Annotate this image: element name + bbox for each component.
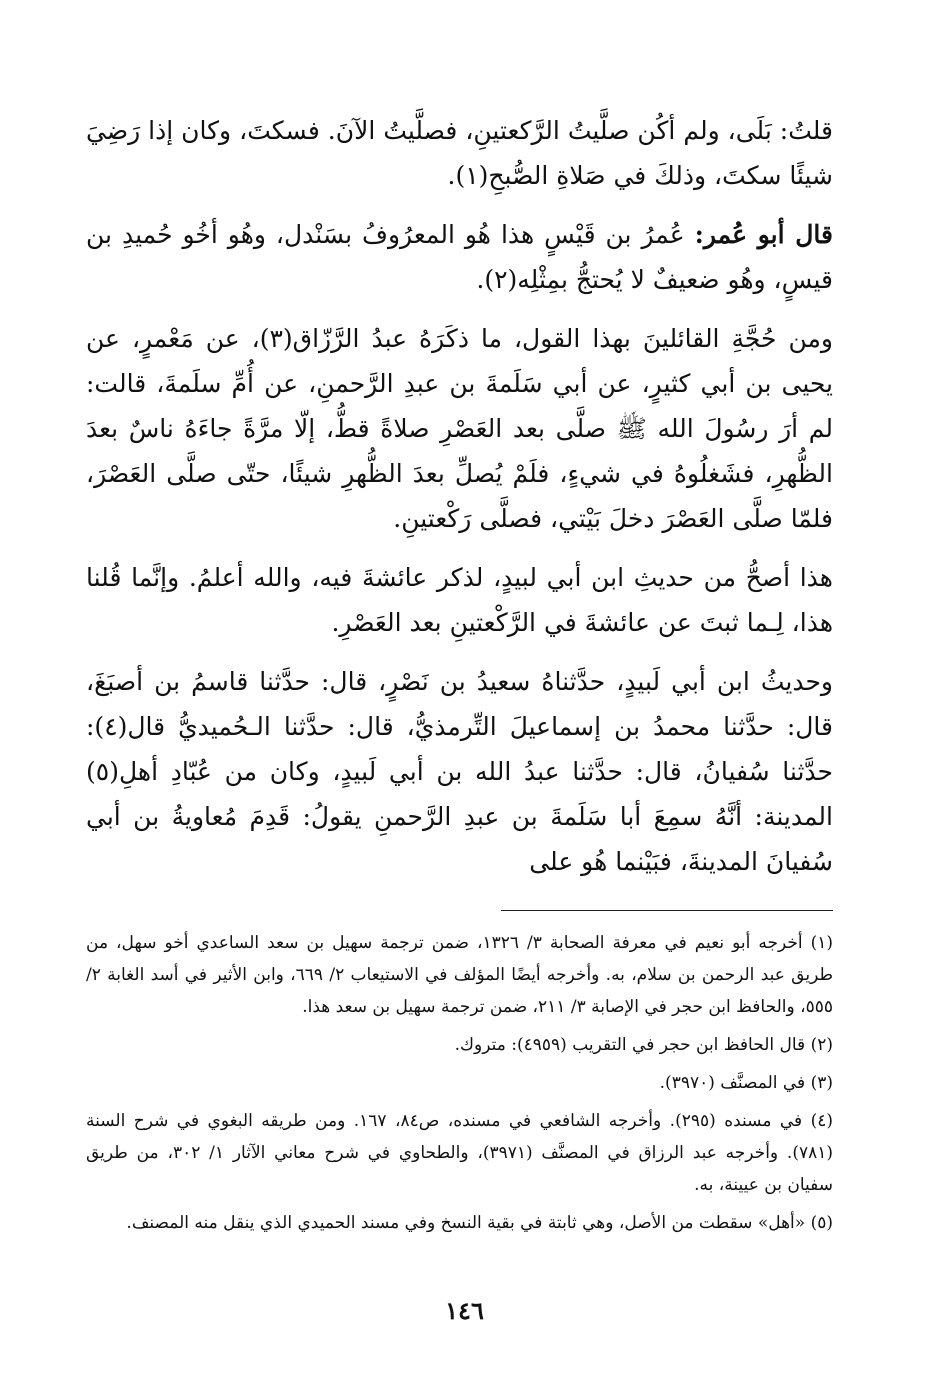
footnote-4: (٤) في مسنده (٢٩٥). وأخرجه الشافعي في مسنده، ص٨٤، ١٦٧. ومن طريقه البغوي في شرح السنة (٧٨١). وأخرجه عبد الرزاق في المصنَّف (٣٩٧١)، والطحاوي في شرح معاني الآثار ١/ ٣٠٢، من طريق سفيان بن عيينة، به. [86,1111,834,1195]
footnotes [86,927,833,1239]
footnote-1: (١) أخرجه أبو نعيم في معرفة الصحابة ٣/ ١٣٢٦، ضمن ترجمة سهيل بن سعد الساعدي أخو سهل، من طريق عبد الرحمن بن سلام، به. وأخرجه أيضًا المؤلف في الاستيعاب ٢/ ٦٦٩، وابن الأثير في أسد الغابة ٢/ ٥٥٥، والحافظ ابن حجر في الإصابة ٣/ ٢١١، ضمن ترجمة سهيل بن سعد هذا. [86,933,833,1017]
footnote-2: (٢) قال الحافظ ابن حجر في التقريب (٤٩٥٩): متروك. [454,1035,833,1055]
footnote-3: (٣) في المصنَّف (٣٩٧٠). [659,1073,833,1093]
page-number: ١٤٦ [445,1296,484,1325]
paragraph-3: ومن حُجَّةِ القائلينَ بهذا القول، ما ذكَرَهُ عبدُ الرَّزّاق(٣)، عن مَعْمرٍ، عن يحيى بن أبي كثيرٍ، عن أبي سَلَمةَ بن عبدِ الرَّحمنِ، عن أُمِّ سلَمةَ، قالت: لم أرَ رسُولَ الله ﷺ صلَّى بعد العَصْرِ صلاةً قطُّ، إلّا مرَّةً جاءَهُ ناسٌ بعدَ الظُّهرِ، فشَغلُوهُ في شيءٍ، فلَمْ يُصلِّ بعدَ الظُّهرِ شيئًا، حتّى صلَّى العَصْرَ، فلمّا صلَّى العَصْرَ دخلَ بَيْتي، فصلَّى رَكْعتينِ. [86,324,834,533]
paragraph-1: قلتُ: بَلَى، ولم أكُن صلَّيتُ الرَّكعتينِ، فصلَّيتُ الآنَ. فسكتَ، وكان إذا رَضِيَ شيئًا سكتَ، وذلكَ في صَلاةِ الصُّبحِ(١). [86,116,833,190]
footnote-separator [501,910,833,911]
paragraph-lead: قال أبو عُمر: [694,220,833,249]
paragraph-4: هذا أصحُّ من حديثِ ابن أبي لبيدٍ، لذكر عائشةَ فيه، والله أعلمُ. وإنَّما قُلنا هذا، لِـما ثبتَ عن عائشةَ في الرَّكْعتينِ بعد العَصْرِ. [86,563,833,637]
paragraph-2: قال أبو عُمر: عُمرُ بن قَيْسٍ هذا هُو المعرُوفُ بسَنْدل، وهُو أخُو حُميدِ بن قيسٍ، وهُو ضعيفٌ لا يُحتجُّ بمِثْلِه(٢). [86,220,833,294]
footnote-5: (٥) «أهل» سقطت من الأصل، وهي ثابتة في بقية النسخ وفي مسند الحميدي الذي ينقل منه المصنف. [126,1213,833,1233]
paragraph-5: وحديثُ ابن أبي لَبيدٍ، حدَّثناهُ سعيدُ بن نَصْرٍ، قال: حدَّثنا قاسمُ بن أصبَغَ، قال: حدَّثنا محمدُ بن إسماعيلَ التِّرمذيُّ، قال: حدَّثنا الـحُميديُّ قال(٤): حدَّثنا سُفيانُ، قال: حدَّثنا عبدُ الله بن أبي لَبيدٍ، وكان من عُبّادِ أهلِ(٥) المدينة: أنَّهُ سمِعَ أبا سَلَمةَ بن عبدِ الرَّحمنِ يقولُ: قَدِمَ مُعاويةُ بن أبي سُفيانَ المدينةَ، فبَيْنما هُو على [86,667,834,876]
main-text [86,108,833,884]
